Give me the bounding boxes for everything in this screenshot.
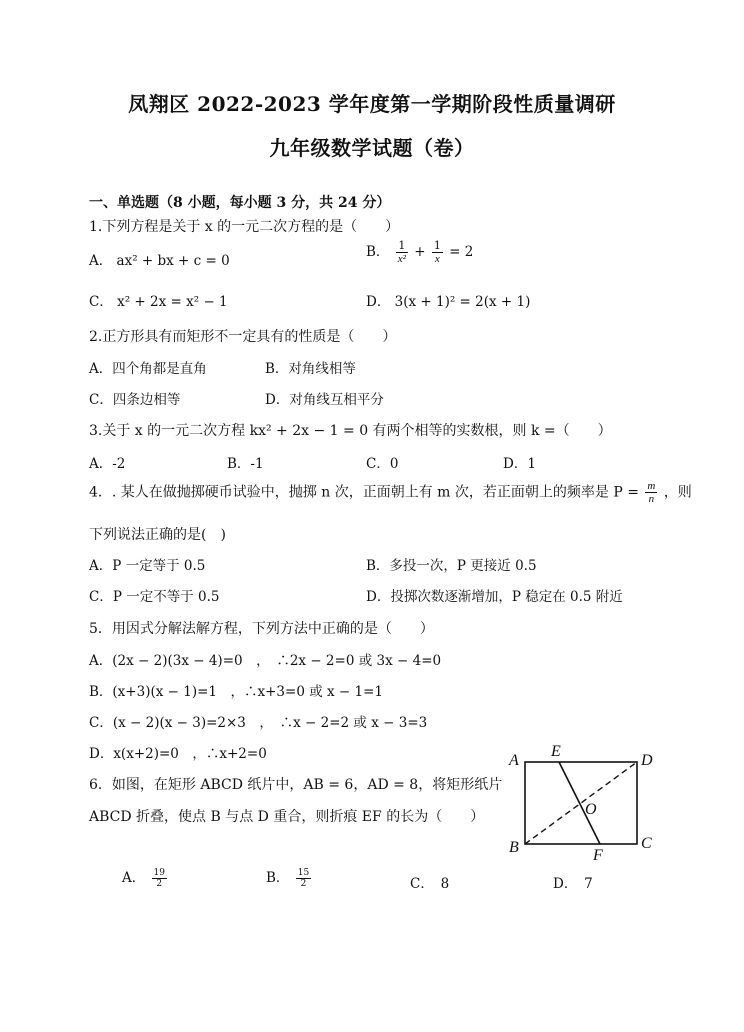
fraction-denominator: x² <box>397 253 406 265</box>
question-3-option-d: D．1 <box>503 456 536 472</box>
page-title: 凤翔区 2022-2023 学年度第一学期阶段性质量调研 <box>128 92 616 116</box>
option-a-label: A． <box>122 870 146 886</box>
question-4-option-b: B．多投一次，P 更接近 0.5 <box>366 558 537 574</box>
question-1-option-d: D． 3(x + 1)² = 2(x + 1) <box>366 294 531 310</box>
question-3-option-c: C．0 <box>366 456 399 472</box>
question-3-option-a: A．-2 <box>89 456 126 472</box>
question-6-option-a <box>122 866 169 889</box>
question-6-stem-line1: 6．如图，在矩形 ABCD 纸片中，AB = 6，AD = 8，将矩形纸片 <box>89 777 503 793</box>
fraction-19-over-2 <box>152 868 167 889</box>
fraction-1-over-x-squared <box>396 240 408 265</box>
question-4-option-a: A．P 一定等于 0.5 <box>89 558 206 574</box>
option-b-label: B． <box>366 244 390 260</box>
label-c: C <box>641 835 652 852</box>
question-1-stem: 1.下列方程是关于 x 的一元二次方程的是（ ） <box>89 219 400 235</box>
question-4-stem-line2: 下列说法正确的是( ) <box>89 527 226 543</box>
equation-rhs: = 2 <box>449 244 474 260</box>
option-b-label: B． <box>266 870 290 886</box>
fraction-numerator: 15 <box>297 868 310 878</box>
fraction-m-over-n <box>645 480 657 505</box>
fraction-1-over-x <box>432 240 443 265</box>
question-2-option-d: D．对角线互相平分 <box>265 392 384 408</box>
plus-sign: + <box>414 244 426 260</box>
question-5-option-c: C．(x − 2)(x − 3)=2×3 ， ∴x − 2=2 或 x − 3=3 <box>89 715 428 731</box>
question-4-option-c: C．P 一定不等于 0.5 <box>89 589 220 605</box>
question-4-stem-tail: ，则 <box>663 484 692 501</box>
question-2-stem: 2.正方形具有而矩形不一定具有的性质是（ ） <box>89 329 397 345</box>
section-heading: 一、单选题（8 小题，每小题 3 分，共 24 分） <box>89 195 391 211</box>
question-5-stem: 5．用因式分解法解方程，下列方法中正确的是（ ） <box>89 621 434 637</box>
question-4-stem-text: 4．. 某人在做抛掷硬币试验中，抛掷 n 次，正面朝上有 m 次，若正面朝上的频率是 P = <box>89 484 639 501</box>
question-1-option-a: A． ax² + bx + c = 0 <box>89 253 230 269</box>
question-1-option-c: C． x² + 2x = x² − 1 <box>89 294 228 310</box>
question-6-option-c: C． 8 <box>410 876 450 892</box>
fraction-numerator: 1 <box>433 239 441 252</box>
fraction-denominator: n <box>648 493 655 505</box>
diagonal-bd <box>525 762 637 844</box>
question-1-option-b <box>366 240 473 265</box>
fraction-denominator: x <box>434 253 440 265</box>
fraction-numerator: 19 <box>153 868 165 878</box>
question-6-option-d: D． 7 <box>553 876 593 892</box>
fraction-numerator: 1 <box>396 240 408 253</box>
question-3-option-b: B．-1 <box>227 456 264 472</box>
page-subtitle: 九年级数学试题（卷） <box>269 136 475 160</box>
question-6-stem-line2: ABCD 折叠，使点 B 与点 D 重合，则折痕 EF 的长为（ ） <box>89 809 485 825</box>
question-6-option-b <box>266 866 313 889</box>
question-4-stem-line1 <box>89 480 692 505</box>
rectangle-fold-figure <box>500 738 665 866</box>
fraction-numerator: m <box>647 480 656 492</box>
question-5-option-a: A．(2x − 2)(3x − 4)=0 ， ∴2x − 2=0 或 3x − 4=0 <box>89 653 442 669</box>
question-2-option-b: B．对角线相等 <box>265 361 356 377</box>
label-d: D <box>641 752 653 769</box>
label-b: B <box>509 839 519 856</box>
question-3-stem: 3.关于 x 的一元二次方程 kx² + 2x − 1 = 0 有两个相等的实数根，则 k =（ ） <box>89 423 612 439</box>
question-2-option-a: A．四个角都是直角 <box>89 361 207 377</box>
question-2-option-c: C．四条边相等 <box>89 392 181 408</box>
label-e: E <box>551 743 561 760</box>
question-5-option-b: B．(x+3)(x − 1)=1 ，∴x+3=0 或 x − 1=1 <box>89 684 383 700</box>
question-4-option-d: D．投掷次数逐渐增加，P 稳定在 0.5 附近 <box>366 589 623 605</box>
fraction-denominator: 2 <box>300 879 307 889</box>
fraction-15-over-2 <box>296 868 311 889</box>
fraction-denominator: 2 <box>156 879 163 889</box>
label-o: O <box>585 801 597 818</box>
question-5-option-d: D．x(x+2)=0 ，∴x+2=0 <box>89 746 267 762</box>
label-f: F <box>593 847 603 864</box>
label-a: A <box>509 752 519 769</box>
